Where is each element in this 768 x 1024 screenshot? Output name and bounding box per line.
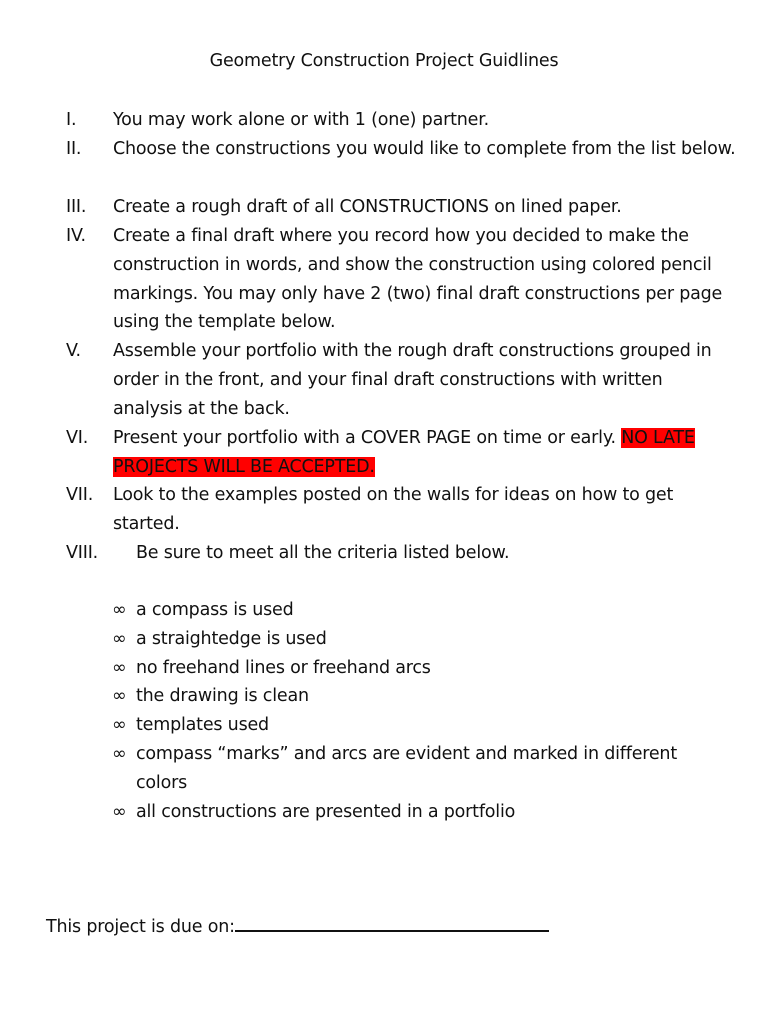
criteria-text: the drawing is clean (136, 686, 309, 707)
guideline-item-8 (66, 539, 736, 568)
criteria-text: a compass is used (136, 600, 294, 620)
guideline-item-1 (66, 106, 736, 135)
item-text: Assemble your portfolio with the rough draft constructions grouped in order in the front, and your final draft constructions with written analysis at the back. (113, 341, 712, 419)
guideline-item-3 (66, 193, 736, 222)
criteria-item (112, 682, 732, 711)
guideline-item-5 (66, 337, 736, 423)
infinity-bullet-icon: ∞ (112, 686, 127, 707)
item-text: Choose the constructions you would like to complete from the list below. (113, 139, 736, 159)
item-numeral: VII. (66, 485, 94, 505)
infinity-bullet-icon: ∞ (112, 600, 127, 620)
guideline-item-7 (66, 481, 736, 539)
item-text: Be sure to meet all the criteria listed below. (136, 543, 510, 563)
item-numeral: III. (66, 197, 87, 217)
item-text: Create a final draft where you record how you decided to make the construction in words, and show the construction using colored pencil markings. You may only have 2 (two) final draft constructions per page using the template below. (113, 226, 723, 333)
criteria-item (112, 711, 732, 740)
due-date-blank (235, 914, 549, 932)
criteria-item (112, 654, 732, 683)
item-text: Create a rough draft of all CONSTRUCTIONS on lined paper. (113, 197, 622, 217)
guideline-item-6 (66, 424, 736, 482)
criteria-item (112, 798, 732, 827)
infinity-bullet-icon: ∞ (112, 657, 127, 678)
item-numeral: I. (66, 110, 77, 130)
item-text: You may work alone or with 1 (one) partner. (113, 110, 489, 130)
due-date-line (46, 914, 549, 940)
infinity-bullet-icon: ∞ (112, 628, 127, 649)
item-text (113, 424, 736, 482)
criteria-text: templates used (136, 715, 269, 736)
item-numeral: IV. (66, 226, 86, 246)
criteria-item (112, 740, 732, 798)
item-text-main: Present your portfolio with a COVER PAGE on time or early. (113, 428, 622, 448)
criteria-list (112, 596, 732, 826)
criteria-text: all constructions are presented in a portfolio (136, 801, 516, 822)
item-numeral: V. (66, 341, 81, 361)
item-numeral: VI. (66, 428, 89, 448)
infinity-bullet-icon: ∞ (112, 801, 127, 822)
infinity-bullet-icon: ∞ (112, 743, 127, 764)
criteria-text: compass “marks” and arcs are evident and marked in different colors (136, 743, 677, 793)
guideline-item-4 (66, 222, 736, 337)
due-date-label: This project is due on: (46, 917, 235, 937)
item-numeral: VIII. (66, 543, 99, 563)
item-numeral: II. (66, 139, 82, 159)
criteria-text: a straightedge is used (136, 628, 327, 649)
guideline-item-2 (66, 135, 736, 164)
late-warning-highlight: NO LATE PROJECTS WILL BE ACCEPTED. (113, 428, 695, 477)
criteria-item (112, 625, 732, 654)
criteria-text: no freehand lines or freehand arcs (136, 657, 431, 678)
page-title: Geometry Construction Project Guidlines (209, 51, 559, 71)
item-text: Look to the examples posted on the walls for ideas on how to get started. (113, 485, 674, 534)
criteria-item (112, 596, 732, 625)
infinity-bullet-icon: ∞ (112, 715, 127, 736)
